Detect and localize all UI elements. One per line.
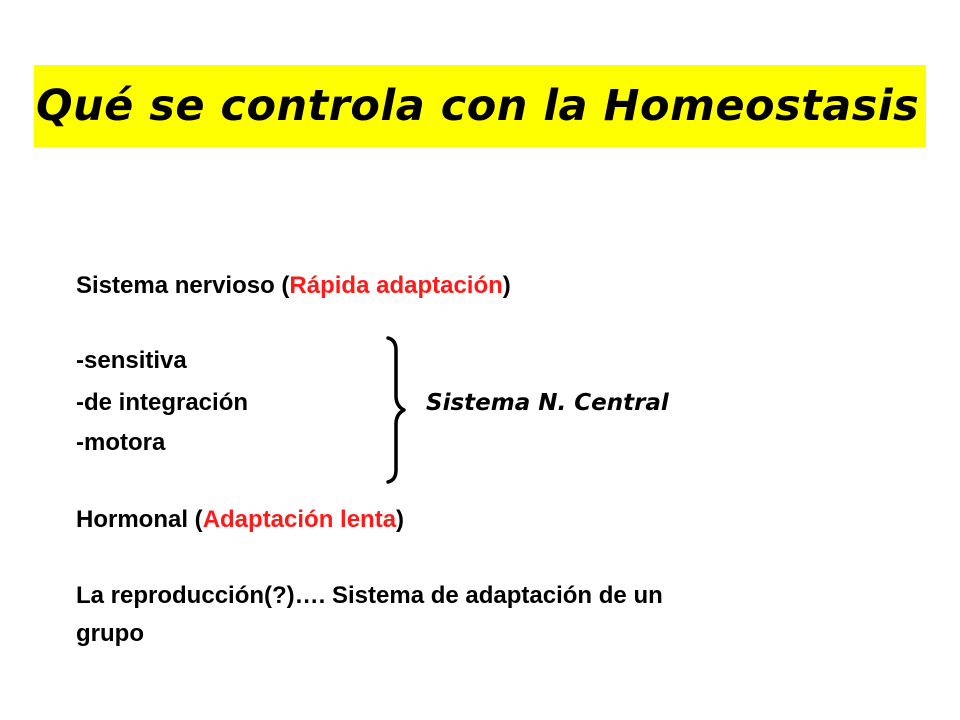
slow-adaptation-text: Adaptación lenta	[202, 506, 397, 533]
paren-close: )	[396, 506, 405, 533]
list-item-motor: -motora	[76, 429, 166, 456]
list-item-integration: -de integración	[76, 389, 249, 416]
hormonal-label: Hormonal	[76, 506, 189, 533]
right-brace-icon	[378, 336, 418, 484]
list-item-sensitive: -sensitiva	[76, 347, 187, 374]
nervous-system-line	[76, 271, 511, 301]
central-nervous-system-label: Sistema N. Central	[426, 390, 669, 416]
nervous-system-label: Sistema nervioso	[76, 272, 275, 299]
slide-title: Qué se controla con la Homeostasis	[36, 81, 920, 131]
paren-close: )	[502, 272, 511, 299]
hormonal-line	[76, 505, 404, 535]
paren-open: (	[274, 272, 290, 299]
reproduction-line-1: La reproducción(?)…. Sistema de adaptación de un	[76, 582, 663, 609]
reproduction-line-2: grupo	[76, 620, 144, 647]
paren-open: (	[188, 506, 203, 533]
rapid-adaptation-text: Rápida adaptación	[289, 272, 503, 299]
